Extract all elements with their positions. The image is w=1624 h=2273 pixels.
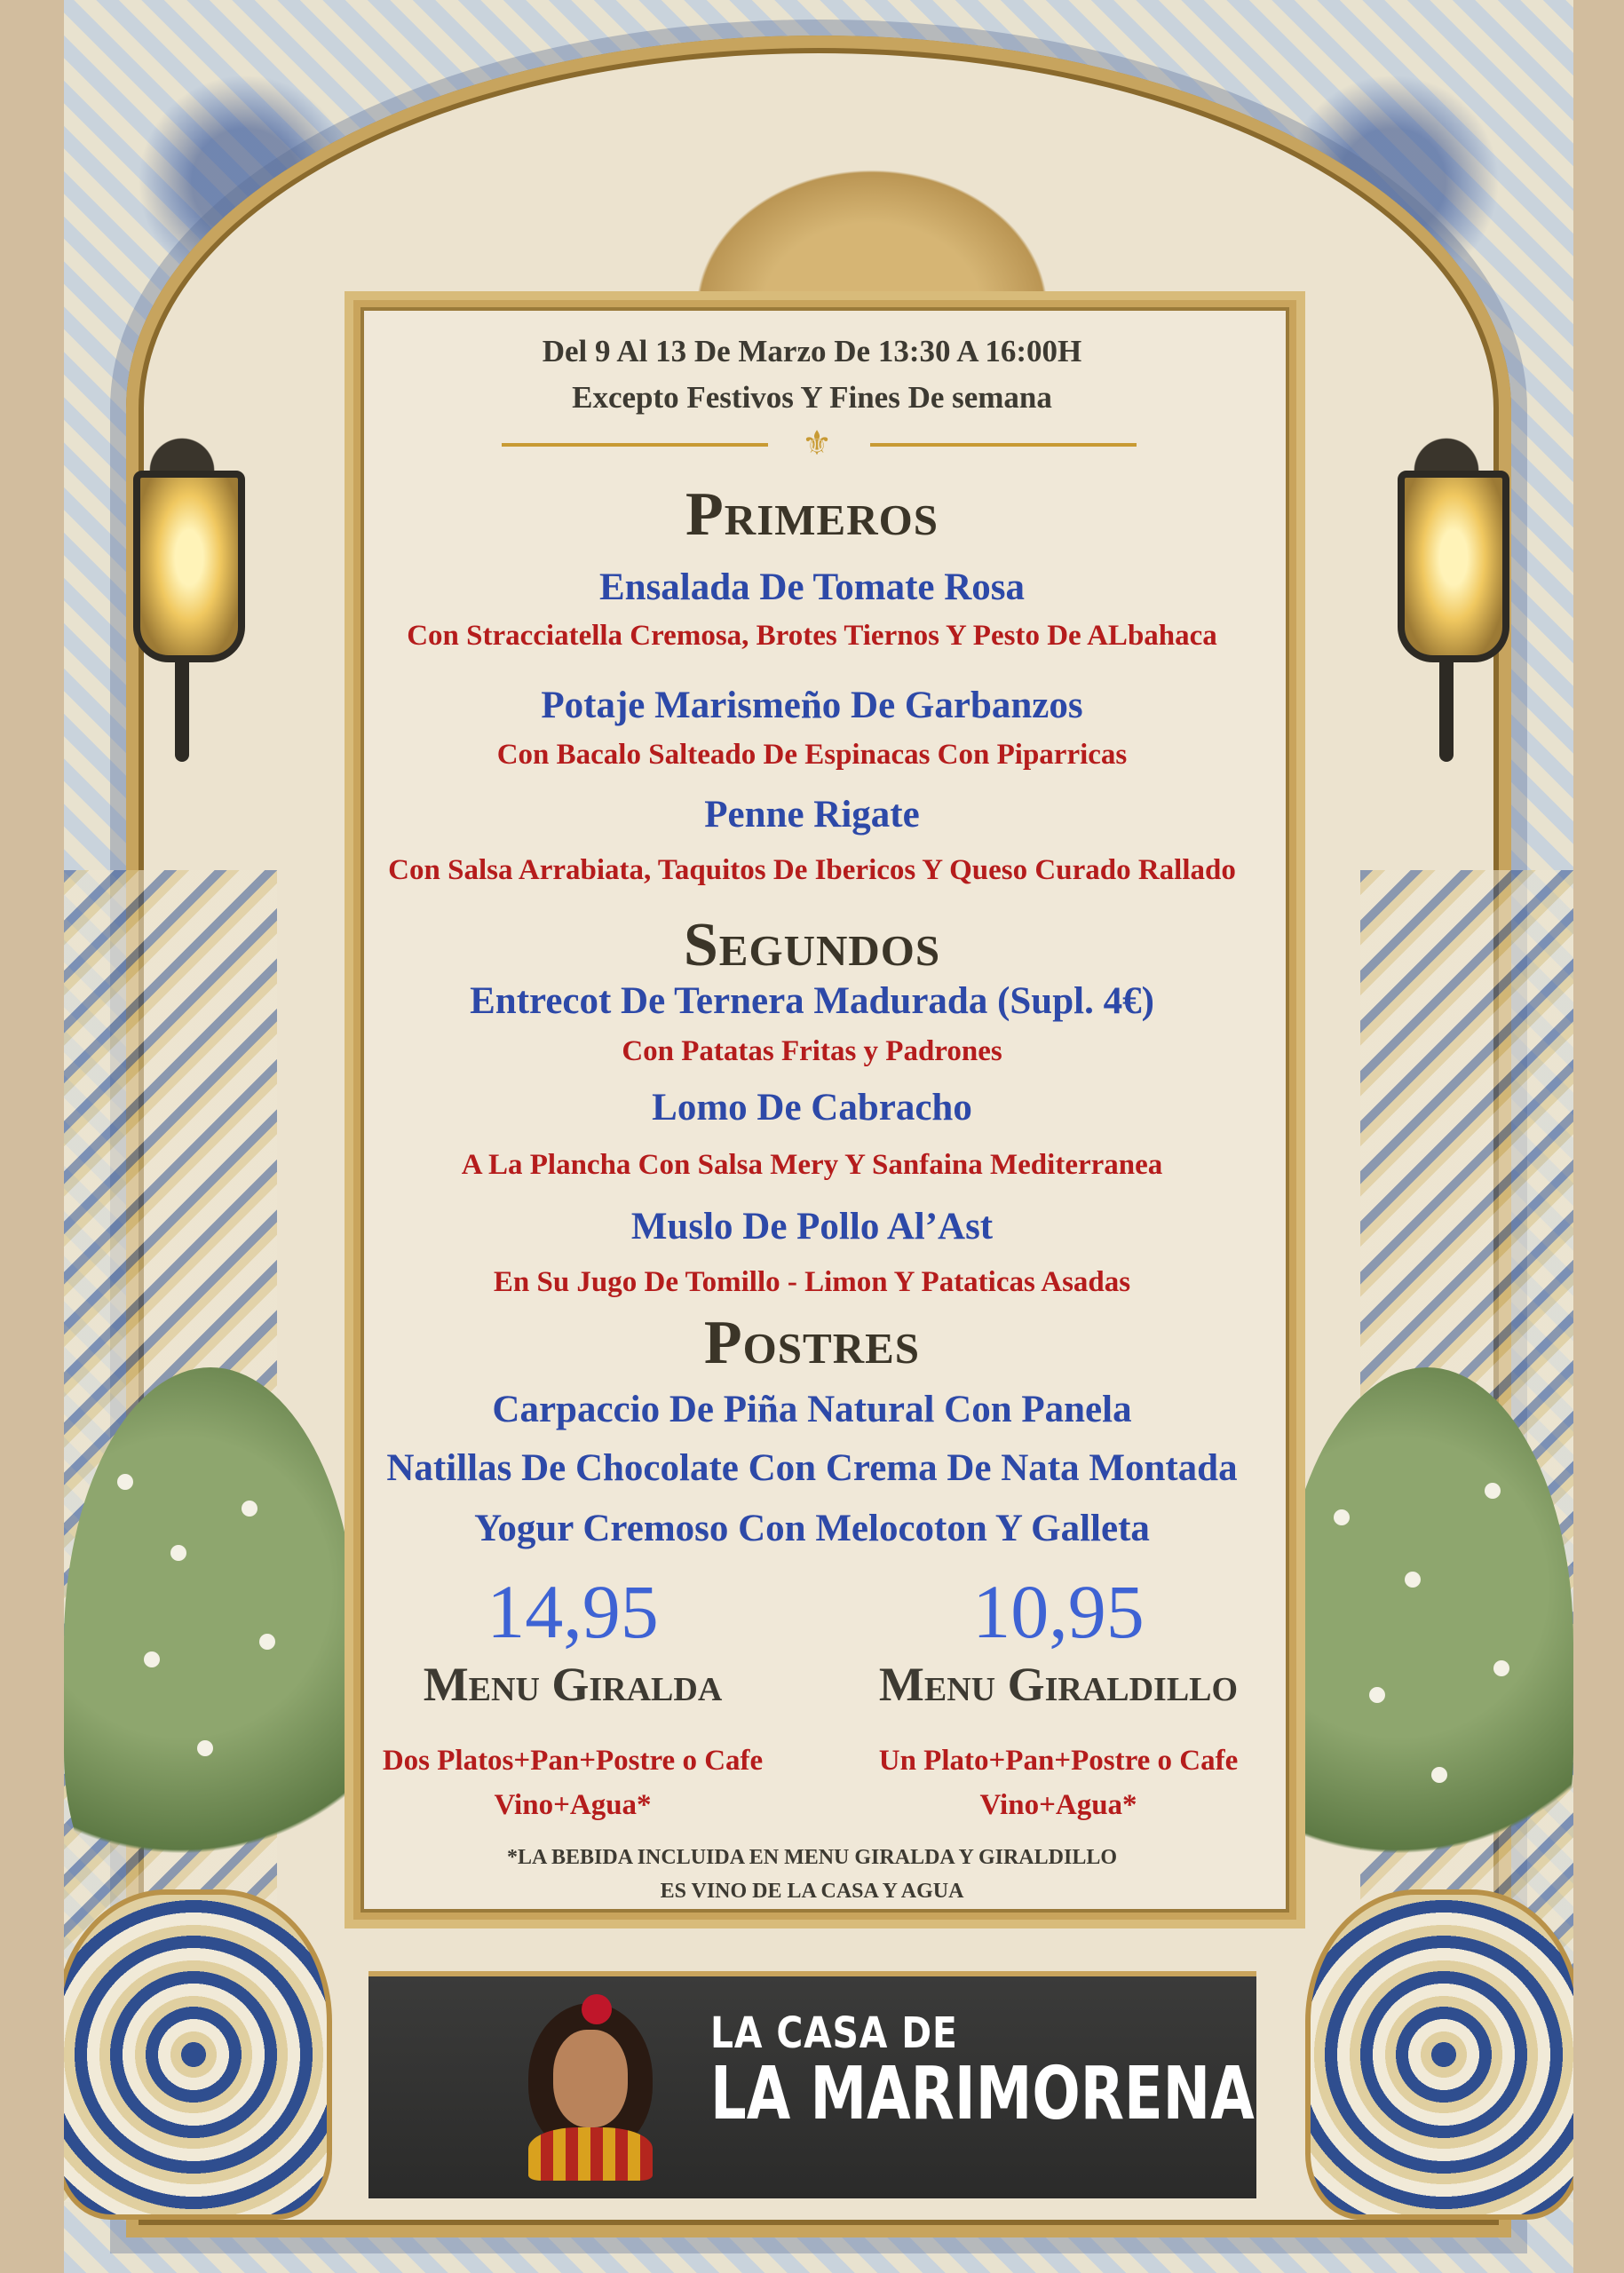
drinks-footnote: ES VINO DE LA CASA Y AGUA <box>660 1880 964 1903</box>
dish-description: Con Stracciatella Cremosa, Brotes Tiernos Y Pesto De ALbahaca <box>407 620 1217 652</box>
gold-divider <box>502 424 1137 463</box>
dish-name: Lomo De Cabracho <box>652 1087 972 1129</box>
brand-name-main: LA MARIMORENA <box>710 2052 1255 2136</box>
dish-name: Ensalada De Tomate Rosa <box>598 566 1026 608</box>
exceptions-note: Excepto Festivos Y Fines De semana <box>572 380 1052 415</box>
menu-giralda-includes: Dos Platos+Pan+Postre o Cafe <box>382 1745 764 1777</box>
menu-giraldillo-title: Menu Giraldillo <box>878 1658 1239 1711</box>
dish-description: Con Patatas Fritas y Padrones <box>622 1035 1002 1067</box>
menu-giralda-title: Menu Giralda <box>423 1658 723 1711</box>
dish-name: Entrecot De Ternera Madurada (Supl. 4€) <box>470 980 1154 1022</box>
dish-description: A La Plancha Con Salsa Mery Y Sanfaina Mediterranea <box>461 1149 1163 1181</box>
dish-description: Con Salsa Arrabiata, Taquitos De Ibericos Y Queso Curado Rallado <box>388 854 1236 886</box>
fleur-de-lis-icon: ⚜ <box>802 424 833 463</box>
section-title-postres: Postres <box>703 1309 921 1377</box>
section-title-segundos: Segundos <box>683 911 941 979</box>
menu-giraldillo-drinks: Vino+Agua* <box>979 1789 1137 1821</box>
dish-name: Natillas De Chocolate Con Crema De Nata Montada <box>386 1447 1238 1489</box>
dish-description: Con Bacalo Salteado De Espinacas Con Piparricas <box>496 739 1128 771</box>
menu-giraldillo-price: 10,95 <box>972 1569 1145 1654</box>
dish-name: Penne Rigate <box>704 794 920 836</box>
drinks-footnote: *LA BEBIDA INCLUIDA EN MENU GIRALDA Y GIRALDILLO <box>506 1846 1117 1869</box>
brand-banner <box>368 1971 1256 2198</box>
menu-giralda-drinks: Vino+Agua* <box>494 1789 652 1821</box>
date-range: Del 9 Al 13 De Marzo De 13:30 A 16:00H <box>542 334 1082 368</box>
dish-name: Muslo De Pollo Al’Ast <box>630 1206 994 1247</box>
dish-name: Carpaccio De Piña Natural Con Panela <box>492 1389 1132 1430</box>
menu-giralda-price: 14,95 <box>487 1569 659 1654</box>
menu-giraldillo-includes: Un Plato+Pan+Postre o Cafe <box>878 1745 1239 1777</box>
dish-description: En Su Jugo De Tomillo - Limon Y Pataticas Asadas <box>493 1266 1131 1298</box>
brand-name-top: LA CASA DE <box>710 2008 958 2058</box>
section-title-primeros: Primeros <box>685 480 939 549</box>
flamenca-portrait-icon <box>519 1994 661 2181</box>
dish-name: Potaje Marismeño De Garbanzos <box>541 685 1083 726</box>
dish-name: Yogur Cremoso Con Melocoton Y Galleta <box>474 1508 1150 1549</box>
